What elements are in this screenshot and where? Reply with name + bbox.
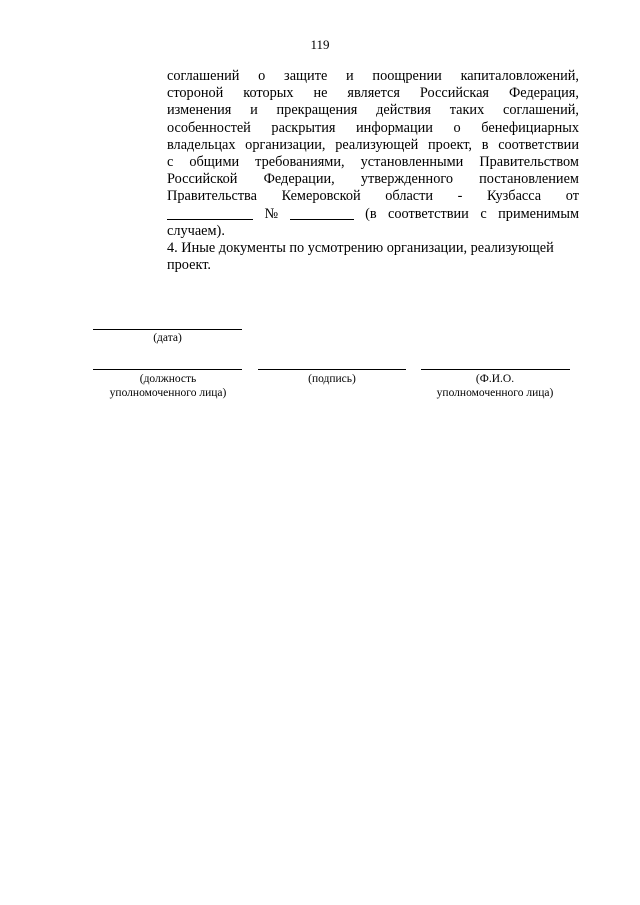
page-number: 119 <box>310 37 330 52</box>
blank-date-field <box>167 206 253 220</box>
text-line: случаем). <box>167 222 225 239</box>
list-item-4-line: проект. <box>167 257 211 274</box>
text-line-with-blanks: № (в соответствии с применимым <box>167 206 579 223</box>
date-line <box>93 329 242 330</box>
list-item-4-line: 4. Иные документы по усмотрению организации, реализующей <box>167 240 554 257</box>
text-line: с общими требованиями, установленными Правительством <box>167 154 579 171</box>
fio-label: (Ф.И.О. уполномоченного лица) <box>436 373 554 399</box>
text-line: особенностей раскрытия информации о бенефициарных <box>167 119 579 136</box>
number-sign: № <box>264 205 279 222</box>
signature-label: (подпись) <box>308 373 356 385</box>
text-line: изменения и прекращения действия таких соглашений, <box>167 102 579 119</box>
text-line: соглашений о защите и поощрении капиталовложений, <box>167 68 579 84</box>
date-label: (дата) <box>153 332 182 344</box>
blank-number-field <box>290 206 354 220</box>
text-line: стороной которых не является Российская Федерация, <box>167 85 579 102</box>
text-line: Российской Федерации, утвержденного постановлением <box>167 171 579 188</box>
text-line: Правительства Кемеровской области - Кузбасса от <box>167 188 579 205</box>
fio-line <box>421 369 570 370</box>
signature-line <box>258 369 406 370</box>
position-line <box>93 369 242 370</box>
position-label: (должность уполномоченного лица) <box>109 373 227 399</box>
text-line: владельцах организации, реализующей проект, в соответствии <box>167 136 579 153</box>
document-body <box>167 68 579 274</box>
